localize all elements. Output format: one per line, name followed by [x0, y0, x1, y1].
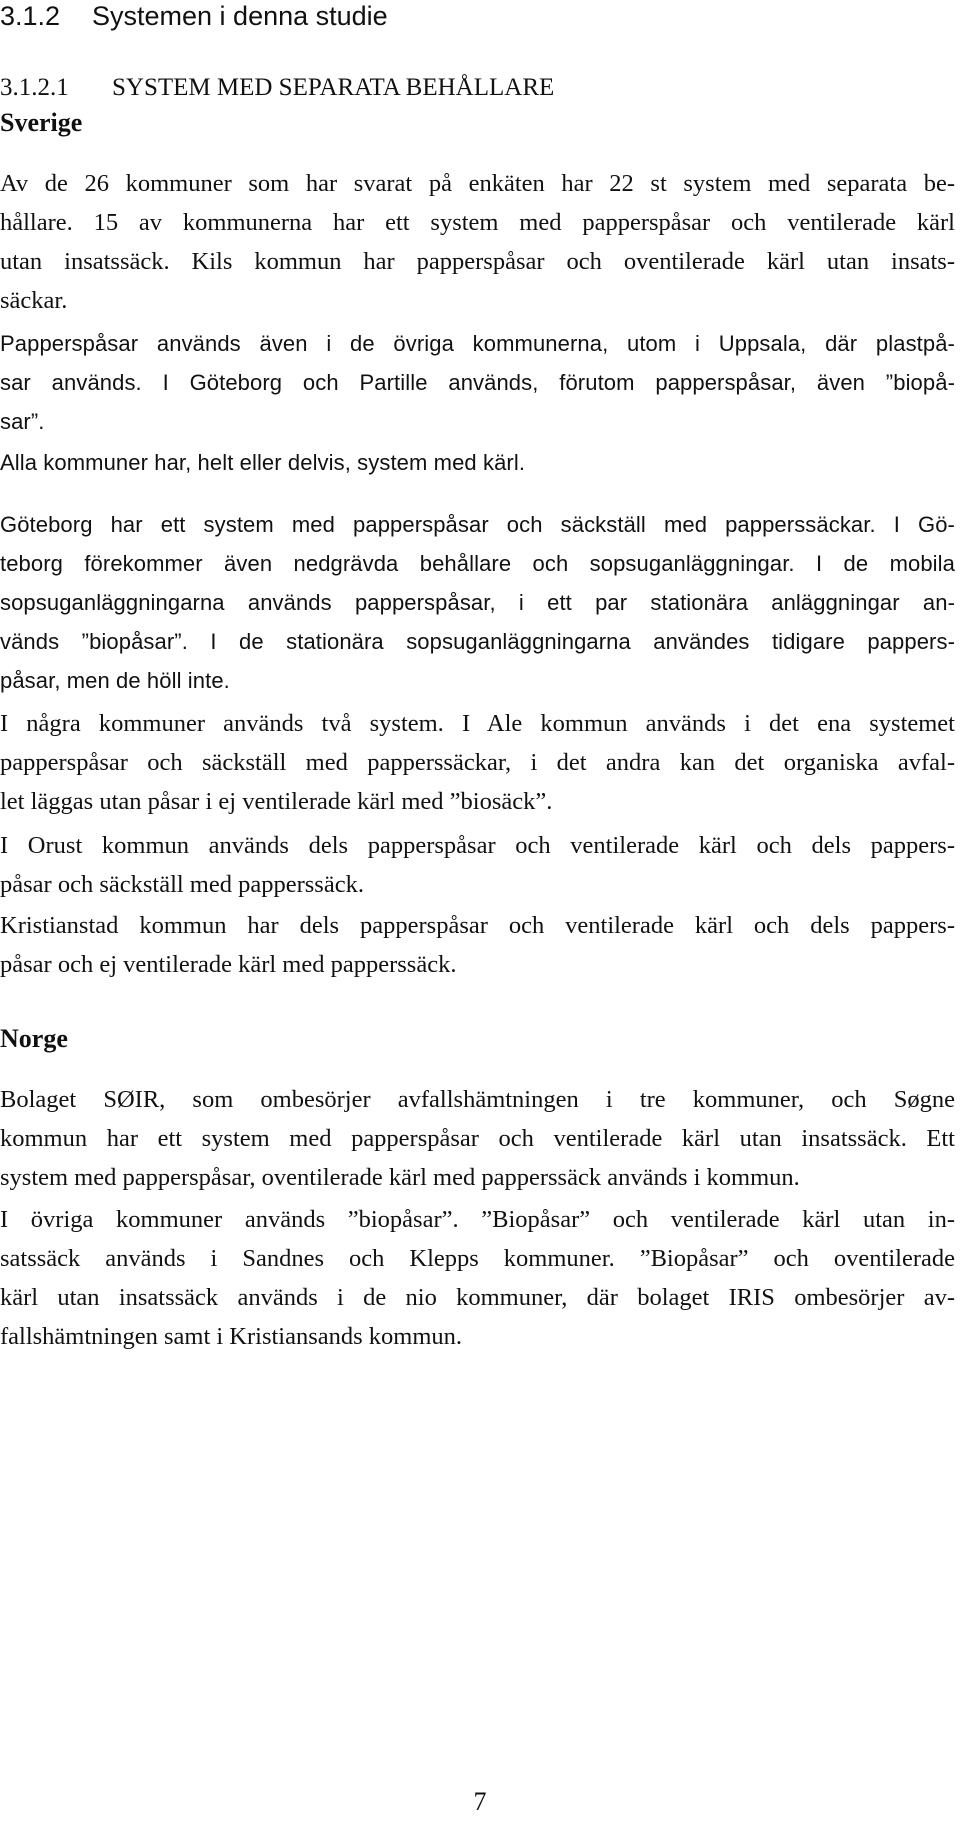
text-line: utan insatssäck. Kils kommun har papperspåsar och oventilerade kärl utan insats- — [0, 248, 955, 275]
subsection-heading — [0, 73, 554, 103]
country-heading-norge: Norge — [0, 1024, 68, 1053]
paragraph-sverige-2 — [0, 324, 955, 441]
text-line: vänds ”biopåsar”. I de stationära sopsuganläggningarna användes tidigare pappers- — [0, 629, 955, 654]
text-line: Kristianstad kommun har dels papperspåsar och ventilerade kärl och dels pappers- — [0, 912, 955, 939]
text-line: påsar och ej ventilerade kärl med papperssäck. — [0, 951, 457, 978]
text-line: Göteborg har ett system med papperspåsar och säckställ med papperssäckar. I Gö- — [0, 512, 955, 537]
text-line: sopsuganläggningarna används papperspåsar, i ett par stationära anläggningar an- — [0, 590, 955, 615]
text-line: Av de 26 kommuner som har svarat på enkäten har 22 st system med separata be- — [0, 170, 955, 197]
text-line: Papperspåsar används även i de övriga kommunerna, utom i Uppsala, där plastpå- — [0, 331, 955, 356]
text-line: fallshämtningen samt i Kristiansands kommun. — [0, 1323, 463, 1350]
paragraph-sverige-6 — [0, 826, 955, 904]
paragraph-sverige-4 — [0, 505, 955, 700]
text-line: Alla kommuner har, helt eller delvis, system med kärl. — [0, 450, 526, 475]
text-line: påsar och säckställ med papperssäck. — [0, 871, 364, 898]
text-line: sar används. I Göteborg och Partille används, förutom papperspåsar, även ”biopå- — [0, 370, 955, 395]
text-line: kommun har ett system med papperspåsar och ventilerade kärl utan insatssäck. Ett — [0, 1125, 955, 1152]
section-heading — [0, 0, 388, 32]
text-line: papperspåsar och säckställ med papperssäckar, i det andra kan det organiska avfal- — [0, 749, 955, 776]
paragraph-sverige-7 — [0, 906, 955, 984]
text-line: Bolaget SØIR, som ombesörjer avfallshämtningen i tre kommuner, och Søgne — [0, 1086, 955, 1113]
paragraph-norge-1 — [0, 1080, 955, 1197]
text-line: hållare. 15 av kommunerna har ett system med papperspåsar och ventilerade kärl — [0, 209, 955, 236]
country-heading-sverige: Sverige — [0, 108, 83, 137]
section-number: 3.1.2 — [0, 1, 61, 31]
text-line: I övriga kommuner används ”biopåsar”. ”Biopåsar” och ventilerade kärl utan in- — [0, 1206, 955, 1233]
paragraph-sverige-1 — [0, 164, 955, 320]
text-line: kärl utan insatssäck används i de nio kommuner, där bolaget IRIS ombesörjer av- — [0, 1284, 955, 1311]
section-title: Systemen i denna studie — [92, 1, 388, 31]
subsection-number: 3.1.2.1 — [0, 74, 69, 101]
text-line: I Orust kommun används dels papperspåsar och ventilerade kärl och dels pappers- — [0, 832, 955, 859]
text-line: system med papperspåsar, oventilerade kärl med papperssäck används i kommun. — [0, 1164, 800, 1191]
page-number: 7 — [473, 1787, 487, 1816]
paragraph-sverige-3 — [0, 443, 955, 482]
text-line: let läggas utan påsar i ej ventilerade kärl med ”biosäck”. — [0, 788, 553, 815]
text-line: säckar. — [0, 287, 68, 314]
paragraph-sverige-5 — [0, 704, 955, 821]
subsection-title: SYSTEM MED SEPARATA BEHÅLLARE — [112, 74, 555, 101]
text-line: teborg förekommer även nedgrävda behållare och sopsuganläggningar. I de mobila — [0, 551, 955, 576]
text-line: påsar, men de höll inte. — [0, 668, 230, 693]
paragraph-norge-2 — [0, 1200, 955, 1356]
text-line: I några kommuner används två system. I Ale kommun används i det ena systemet — [0, 710, 955, 737]
text-line: satssäck används i Sandnes och Klepps kommuner. ”Biopåsar” och oventilerade — [0, 1245, 955, 1272]
text-line: sar”. — [0, 409, 45, 434]
